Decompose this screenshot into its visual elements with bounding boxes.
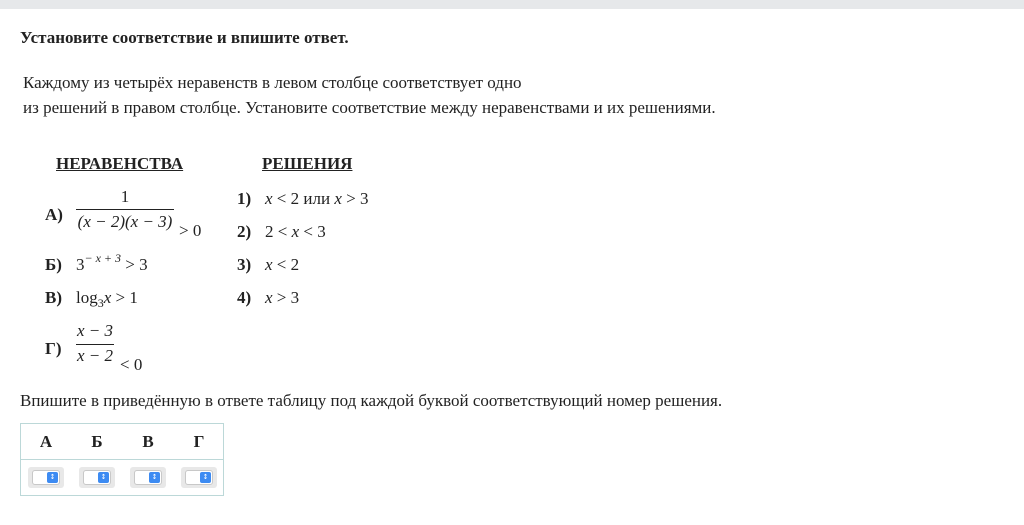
inequality-b	[76, 251, 148, 275]
solution-label-4: 4)	[237, 288, 252, 307]
solution-1: x < 2 или x > 3	[265, 189, 369, 208]
inequality-g-denominator: x − 2	[76, 346, 114, 365]
chevron-updown-icon: ↕	[98, 472, 109, 483]
inequality-v-func: log	[76, 288, 98, 307]
inequality-label-b: Б)	[45, 255, 62, 274]
solution-4: x > 3	[265, 288, 300, 307]
inequality-a-denominator	[76, 212, 174, 232]
inequality-label-g: Г)	[45, 339, 62, 358]
answer-select-g-box[interactable]	[185, 470, 213, 485]
answer-select-b-box[interactable]	[83, 470, 111, 485]
answer-select-a-box[interactable]	[32, 470, 60, 485]
inequality-b-relation: > 3	[125, 255, 148, 274]
solution-label-1: 1)	[237, 189, 252, 208]
chevron-updown-icon: ↕	[47, 472, 58, 483]
inequality-g-numerator: x − 3	[76, 321, 114, 340]
solutions-header: РЕШЕНИЯ	[262, 154, 353, 173]
task-intro	[23, 70, 716, 120]
inequality-v-relation: > 1	[115, 288, 138, 307]
answer-col-b: Б	[91, 432, 103, 451]
inequality-g-fraction-bar	[76, 344, 114, 345]
inequality-label-v: В)	[45, 288, 62, 307]
task-title: Установите соответствие и впишите ответ.	[20, 28, 349, 47]
inequality-a-numerator: 1	[120, 187, 130, 206]
answer-select-a[interactable]	[28, 467, 64, 488]
inequality-label-a: А)	[45, 205, 63, 224]
inequalities-header: НЕРАВЕНСТВА	[56, 154, 184, 173]
answer-col-v: В	[142, 432, 154, 451]
intro-line-1: Каждому из четырёх неравенств в левом столбце соответствует одно	[23, 73, 522, 92]
chevron-updown-icon: ↕	[149, 472, 160, 483]
inequality-a-relation: > 0	[179, 221, 202, 240]
intro-line-2: из решений в правом столбце. Установите соответствие между неравенствами и их решениями.	[23, 98, 716, 117]
inequality-a-denominator-text: (x − 2)(x − 3)	[77, 212, 173, 231]
answer-select-v-box[interactable]	[134, 470, 162, 485]
solution-2: 2 < x < 3	[265, 222, 326, 241]
inequality-v	[76, 288, 138, 308]
inequality-v-subscript: 3	[97, 296, 104, 310]
inequality-g-relation: < 0	[120, 355, 143, 374]
solution-label-2: 2)	[237, 222, 252, 241]
answer-col-a: А	[39, 432, 53, 451]
solution-label-3: 3)	[237, 255, 252, 274]
answer-select-b[interactable]	[79, 467, 115, 488]
answer-instruction: Впишите в приведённую в ответе таблицу под каждой буквой соответствующий номер решения.	[20, 391, 723, 410]
answer-col-g: Г	[193, 432, 205, 451]
top-bar	[0, 0, 1024, 9]
inequality-b-exponent: − x + 3	[84, 251, 122, 265]
inequality-v-var: x	[103, 288, 112, 307]
answer-table	[20, 423, 224, 496]
inequality-a-fraction-bar	[76, 209, 174, 210]
solution-3: x < 2	[265, 255, 300, 274]
inequality-b-base: 3	[76, 255, 85, 274]
chevron-updown-icon: ↕	[200, 472, 211, 483]
answer-table-header	[21, 424, 223, 460]
answer-select-g[interactable]	[181, 467, 217, 488]
answer-select-v[interactable]	[130, 467, 166, 488]
